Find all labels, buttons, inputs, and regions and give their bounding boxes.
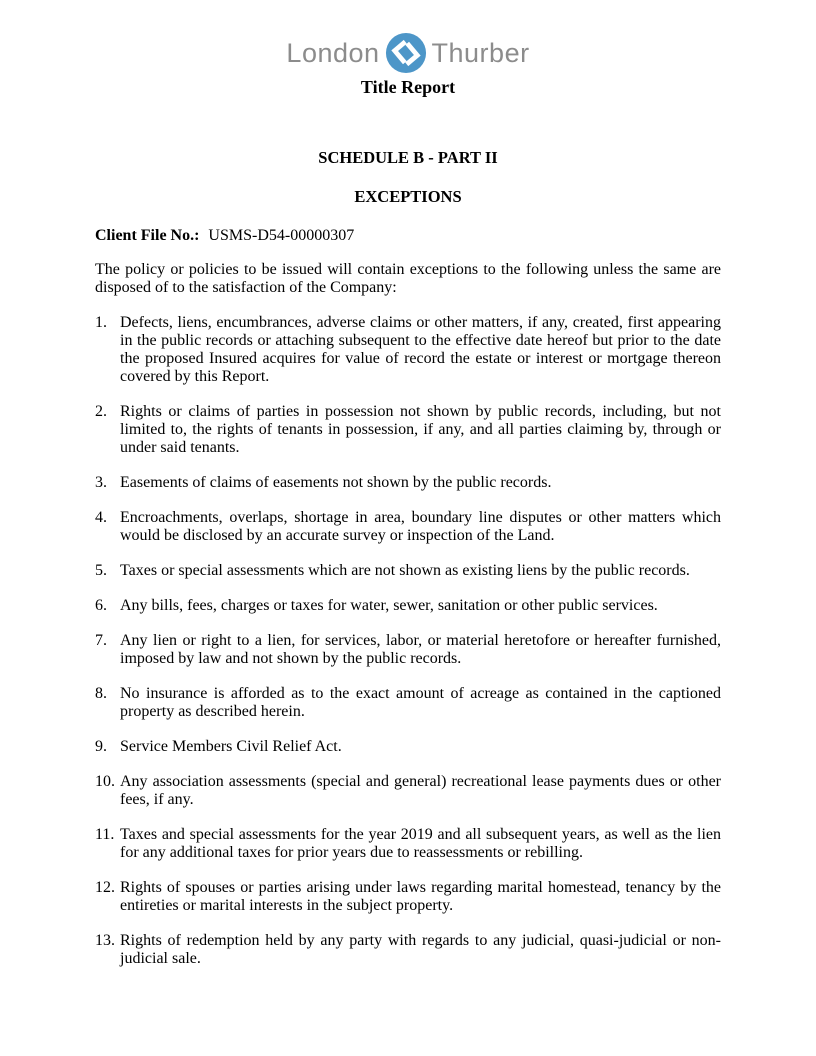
exception-number: 9.: [95, 738, 107, 755]
exception-text: Taxes or special assessments which are not shown as existing liens by the public records.: [120, 562, 690, 579]
exception-text: Rights of spouses or parties arising under laws regarding marital homestead, tenancy by the entireties or marital interests in the subject property.: [120, 879, 721, 914]
exception-number: 11.: [95, 826, 115, 843]
exception-number: 12.: [95, 879, 115, 896]
exception-number: 1.: [95, 314, 107, 331]
exception-number: 10.: [95, 773, 115, 790]
exception-item: [95, 403, 721, 457]
client-file-value: USMS-D54-00000307: [208, 227, 355, 244]
exception-text: Defects, liens, encumbrances, adverse claims or other matters, if any, created, first appearing in the public records or attaching subsequent to the effective date hereof but prior to the date the proposed Insured acquires for value of record the estate or interest or mortgage thereon covered by this Report.: [120, 314, 721, 385]
exception-item: [95, 632, 721, 668]
exception-text: Any lien or right to a lien, for services, labor, or material heretofore or hereafter furnished, imposed by law and not shown by the public records.: [120, 632, 721, 667]
document-title: Title Report: [360, 77, 456, 97]
exception-item: [95, 597, 721, 615]
exception-item: [95, 879, 721, 915]
exception-item: [95, 474, 721, 492]
exception-number: 5.: [95, 562, 107, 579]
exception-text: Encroachments, overlaps, shortage in area, boundary line disputes or other matters which would be disclosed by an accurate survey or inspection of the Land.: [120, 509, 721, 544]
exception-number: 3.: [95, 474, 107, 491]
exception-text: No insurance is afforded as to the exact amount of acreage as contained in the captioned property as described herein.: [120, 685, 721, 720]
exception-number: 7.: [95, 632, 107, 649]
exception-item: [95, 509, 721, 545]
london-thurber-logo-icon: [385, 32, 427, 74]
exception-text: Easements of claims of easements not shown by the public records.: [120, 474, 552, 491]
report-header: [0, 0, 816, 98]
document-body: [0, 227, 816, 968]
exception-item: [95, 932, 721, 968]
exception-text: Rights or claims of parties in possession not shown by public records, including, but not limited to, the rights of tenants in possession, if any, and all parties claiming by, through or under said tenants.: [120, 403, 721, 456]
exception-text: Rights of redemption held by any party with regards to any judicial, quasi-judicial or non-judicial sale.: [120, 932, 721, 967]
exception-number: 4.: [95, 509, 107, 526]
exception-text: Any association assessments (special and general) recreational lease payments dues or other fees, if any.: [120, 773, 721, 808]
exception-number: 6.: [95, 597, 107, 614]
intro-paragraph: The policy or policies to be issued will contain exceptions to the following unless the same are disposed of to the satisfaction of the Company:: [95, 261, 721, 296]
exception-text: Service Members Civil Relief Act.: [120, 738, 342, 755]
exception-item: [95, 314, 721, 386]
exception-number: 13.: [95, 932, 115, 949]
exceptions-heading: EXCEPTIONS: [354, 187, 462, 206]
exception-number: 2.: [95, 403, 107, 420]
client-file-label: Client File No.:: [95, 227, 200, 244]
schedule-heading: SCHEDULE B - PART II: [318, 148, 498, 167]
exception-text: Any bills, fees, charges or taxes for water, sewer, sanitation or other public services.: [120, 597, 658, 614]
logo-text-thurber: Thurber: [431, 37, 530, 68]
exception-item: [95, 685, 721, 721]
exception-number: 8.: [95, 685, 107, 702]
exceptions-list: [95, 314, 721, 968]
exception-item: [95, 738, 721, 756]
exception-item: [95, 773, 721, 809]
exception-item: [95, 826, 721, 862]
client-file-line: [95, 227, 721, 245]
company-logo: [286, 32, 529, 74]
exception-item: [95, 562, 721, 580]
logo-text-london: London: [286, 37, 380, 68]
exception-text: Taxes and special assessments for the year 2019 and all subsequent years, as well as the lien for any additional taxes for prior years due to reassessments or rebilling.: [120, 826, 721, 861]
